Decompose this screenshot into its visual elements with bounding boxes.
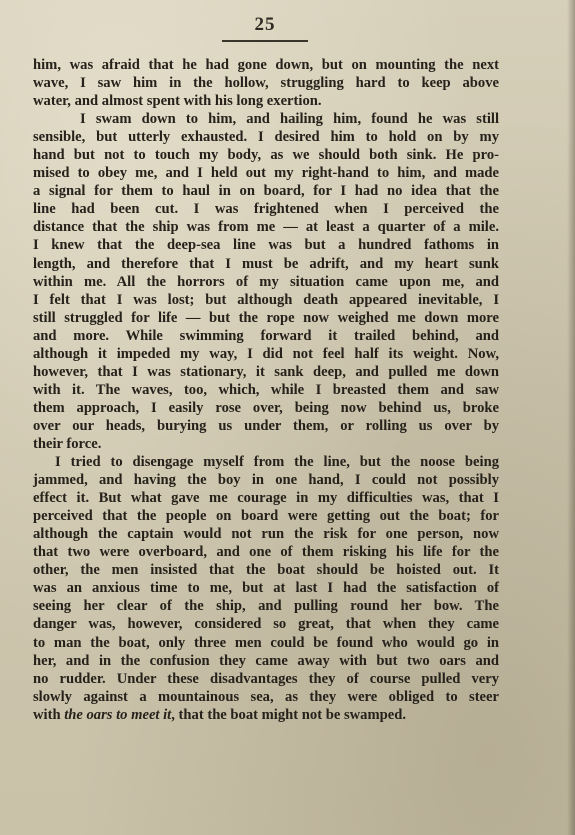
text-line: perceived that the people on board were getting out the boat; for: [33, 508, 499, 525]
text-line: hand but not to touch my body, as we should both sink. He pro-: [33, 147, 499, 164]
text-line: I knew that the deep-sea line was but a hundred fathoms in: [33, 237, 499, 254]
text-line: effect it. But what gave me courage in my difficulties was, that I: [33, 490, 499, 507]
text-line: within me. All the horrors of my situation came upon me, and: [33, 273, 499, 290]
text-line: line had been cut. I was frightened when I perceived the: [33, 201, 499, 218]
text-line: wave, I saw him in the hollow, struggling hard to keep above: [33, 75, 499, 92]
text-line: to man the boat, only three men could be found who would go in: [33, 634, 499, 651]
italic-phrase: the oars to meet it: [64, 706, 172, 723]
text-line: danger was, however, considered so great, that when they came: [33, 616, 499, 633]
text-line: mised to obey me, and I held out my right-hand to him, and made: [33, 165, 499, 182]
text-line: length, and therefore that I must be adrift, and my heart sunk: [33, 255, 499, 272]
text-line: with it. The waves, too, which, while I breasted them and saw: [33, 381, 499, 398]
body-text: [33, 56, 499, 724]
text-line: him, was afraid that he had gone down, but on mounting the next: [33, 57, 499, 73]
text-line: other, the men insisted that the boat should be hoisted out. It: [33, 562, 499, 579]
text-line: still struggled for life — but the rope now weighed me down more: [33, 309, 499, 326]
text-line: jammed, and having the boy in one hand, I could not possibly: [33, 472, 499, 489]
text-line: that two were overboard, and one of them risking his life for the: [33, 544, 499, 561]
text-line: a signal for them to haul in on board, for I had no idea that the: [33, 183, 499, 200]
text-line: them approach, I easily rose over, being now behind us, broke: [33, 399, 499, 416]
text-line: water, and almost spent with his long exertion.: [33, 93, 322, 110]
text-line: sensible, but utterly exhausted. I desired him to hold on by my: [33, 129, 499, 146]
text-line: no rudder. Under these disadvantages they of course pulled very: [33, 670, 499, 687]
page-number: 25: [254, 14, 276, 35]
text-line: and more. While swimming forward it trailed behind, and: [33, 327, 499, 344]
text-line: slowly against a mountainous sea, as they were obliged to steer: [33, 688, 499, 705]
header-rule: [222, 40, 308, 42]
text-line: although it impeded my way, I did not feel half its weight. Now,: [33, 345, 499, 362]
text-line: however, that I was stationary, it sank deep, and pulled me down: [33, 363, 499, 380]
page-edge-shadow: [567, 0, 575, 835]
text-line: seeing her clear of the ship, and pulling round her bow. The: [33, 598, 499, 615]
text-line: her, and in the confusion they came away with but two oars and: [33, 652, 499, 669]
text-line: I felt that I was lost; but although death appeared inevitable, I: [33, 291, 499, 308]
final-line-start: with: [33, 706, 65, 723]
text-line: their force.: [33, 435, 102, 452]
text-line: I swam down to him, and hailing him, found he was still: [80, 111, 499, 128]
text-line: was an anxious time to me, but at last I had the satisfaction of: [33, 580, 499, 597]
text-line: I tried to disengage myself from the line, but the noose being: [55, 454, 499, 471]
final-line-end: , that the boat might not be swamped.: [171, 706, 406, 723]
text-line-final: [33, 706, 499, 724]
text-line: over our heads, burying us under them, or rolling us over by: [33, 417, 499, 434]
text-line: distance that the ship was from me — at least a quarter of a mile.: [33, 219, 499, 236]
text-line: although the captain would not run the risk for one person, now: [33, 526, 499, 543]
